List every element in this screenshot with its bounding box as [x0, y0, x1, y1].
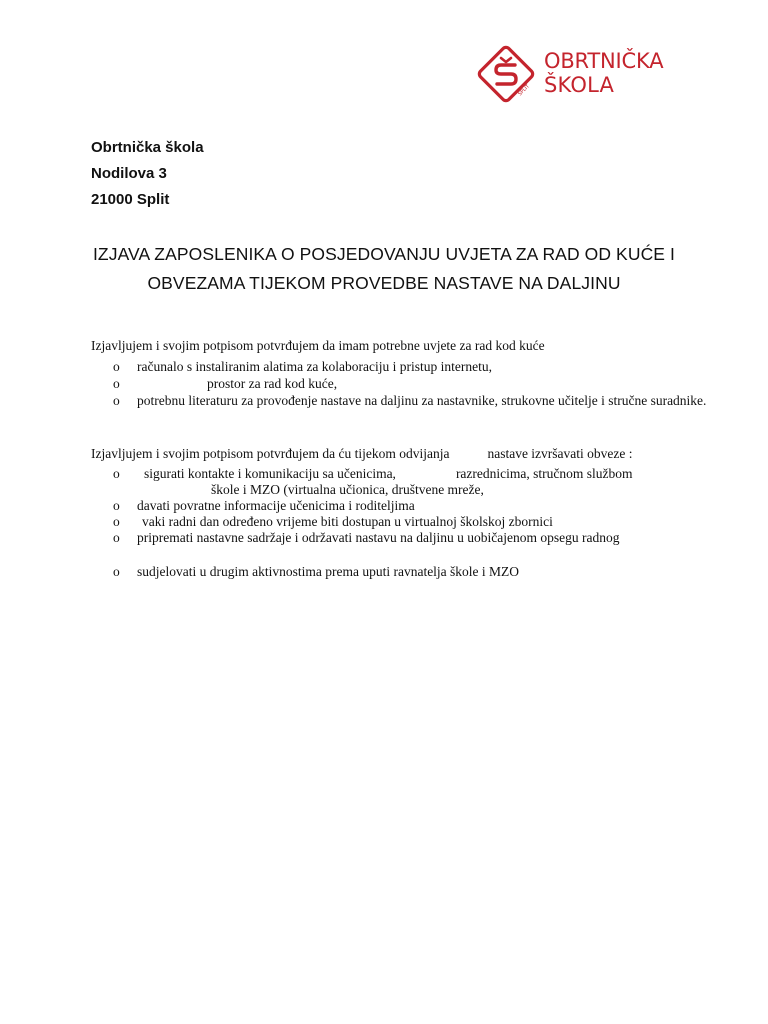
school-logo [474, 43, 684, 105]
section1-intro: Izjavljujem i svojim potpisom potvrđujem da imam potrebne uvjete za rad kod kuće [91, 338, 545, 353]
bullet-icon: o [113, 564, 120, 579]
list-item [113, 514, 683, 530]
obligation-text: sigurati kontakte i komunikaciju sa učenicima, [144, 466, 396, 481]
address-street: Nodilova 3 [91, 165, 167, 182]
condition-text: prostor za rad kod kuće, [207, 376, 338, 391]
bullet-icon: o [113, 530, 120, 545]
list-item [113, 564, 683, 580]
obligation-text: davati povratne informacije učenicima i roditeljima [137, 498, 415, 513]
bullet-icon: o [113, 466, 120, 481]
school-address [91, 135, 204, 213]
address-city: 21000 Split [91, 191, 170, 208]
logo-small-text: SPLIT [517, 83, 531, 98]
list-item [113, 498, 683, 514]
bullet-icon: o [113, 359, 120, 374]
logo-line-2: ŠKOLA [544, 73, 615, 97]
logo-line-1: OBRTNIČKA [544, 49, 664, 73]
list-item [113, 466, 683, 482]
list-item [113, 375, 683, 392]
section2-intro-part2: nastave izvršavati obveze : [487, 446, 633, 461]
list-item-continuation [113, 482, 683, 498]
list-item [113, 392, 707, 409]
document-title [60, 240, 708, 298]
obligation-text: sudjelovati u drugim aktivnostima prema uputi ravnatelja škole i MZO [137, 564, 520, 579]
list-spacer [113, 546, 683, 564]
section2-intro [91, 446, 633, 462]
list-item [113, 358, 683, 375]
obligations-list [113, 466, 683, 580]
section2-intro-part1: Izjavljujem i svojim potpisom potvrđujem da ću tijekom odvijanja [91, 446, 450, 461]
title-line-1: IZJAVA ZAPOSLENIKA O POSJEDOVANJU UVJETA ZA RAD OD KUĆE I [92, 244, 676, 264]
obligation-text-continued: razrednicima, stručnom službom [455, 466, 633, 481]
conditions-list [113, 358, 707, 409]
bullet-icon: o [113, 514, 120, 529]
bullet-icon: o [113, 376, 120, 391]
school-emblem-icon [474, 43, 540, 105]
bullet-icon: o [113, 498, 120, 513]
logo-wordmark [544, 49, 663, 97]
condition-text: potrebnu literaturu za provođenje nastave na daljinu za nastavnike, strukovne učitelje i stručne suradnike. [137, 393, 707, 408]
obligation-text: pripremati nastavne sadržaje i održavati nastavu na daljinu u uobičajenom opsegu radnog [137, 530, 620, 545]
list-item [113, 530, 683, 546]
address-name: Obrtnička škola [91, 139, 204, 156]
obligation-text-continued: škole i MZO (virtualna učionica, društvene mreže, [211, 482, 484, 497]
obligation-text: vaki radni dan određeno vrijeme biti dostupan u virtualnoj školskoj zbornici [142, 514, 553, 529]
title-line-2: OBVEZAMA TIJEKOM PROVEDBE NASTAVE NA DALJINU [147, 273, 621, 293]
bullet-icon: o [113, 393, 120, 408]
condition-text: računalo s instaliranim alatima za kolaboraciju i pristup internetu, [137, 359, 493, 374]
